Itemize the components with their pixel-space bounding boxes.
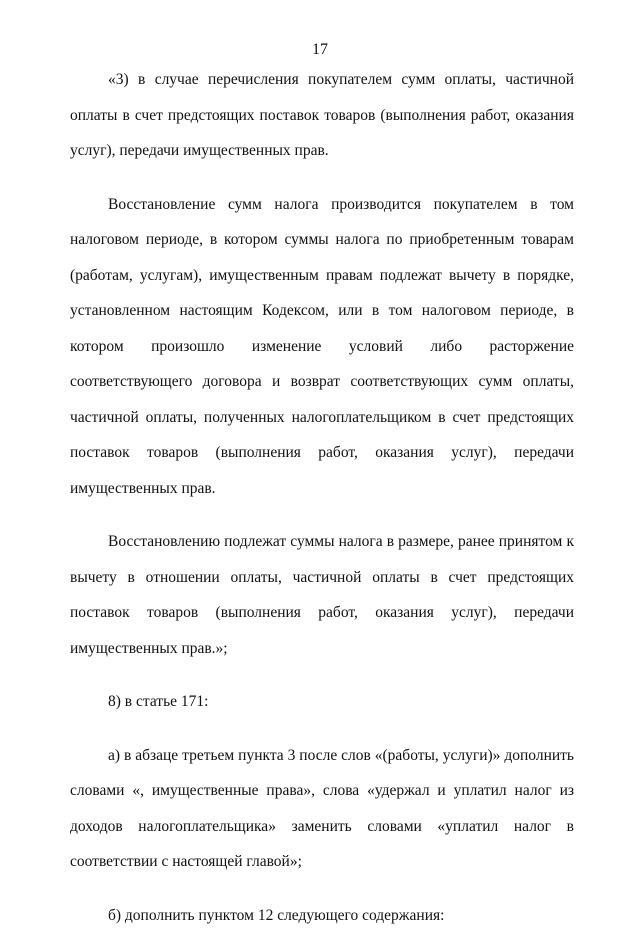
paragraph-clause-3: «3) в случае перечисления покупателем сумм оплаты, частичной оплаты в счет предстоящих поставок товаров (выполнения работ, оказания услуг), передачи имущественных прав. — [70, 71, 574, 159]
paragraph-tax-restoration-amount: Восстановлению подлежат суммы налога в размере, ранее принятом к вычету в отношении оплаты, частичной оплаты в счет предстоящих поставок товаров (выполнения работ, оказания услуг), передачи имущественных прав.»; — [70, 533, 574, 657]
paragraph-article-171: 8) в статье 171: — [108, 693, 209, 710]
paragraph-item-b: б) дополнить пунктом 12 следующего содержания: — [108, 906, 445, 924]
paragraph-item-a: а) в абзаце третьем пункта 3 после слов «(работы, услуги)» дополнить словами «, имущественные права», слова «удержал и уплатил налог из доходов налогоплательщика» заменить словами «уплатил налог в соответствии с настоящей главой»; — [70, 746, 574, 870]
paragraph-tax-restoration-period: Восстановление сумм налога производится покупателем в том налоговом периоде, в котором суммы налога по приобретенным товарам (работам, услугам), имущественным правам подлежат вычету в порядке, установленном настоящим Кодексом, или в том налоговом периоде, в котором произошло изменение условий либо расторжение соответствующего договора и возврат соответствующих сумм оплаты, частичной оплаты, полученных налогоплательщиком в счет предстоящих поставок товаров (выполнения работ, оказания услуг), передачи имущественных прав. — [70, 195, 574, 497]
page-number: 17 — [312, 41, 328, 58]
document-body — [70, 62, 574, 951]
